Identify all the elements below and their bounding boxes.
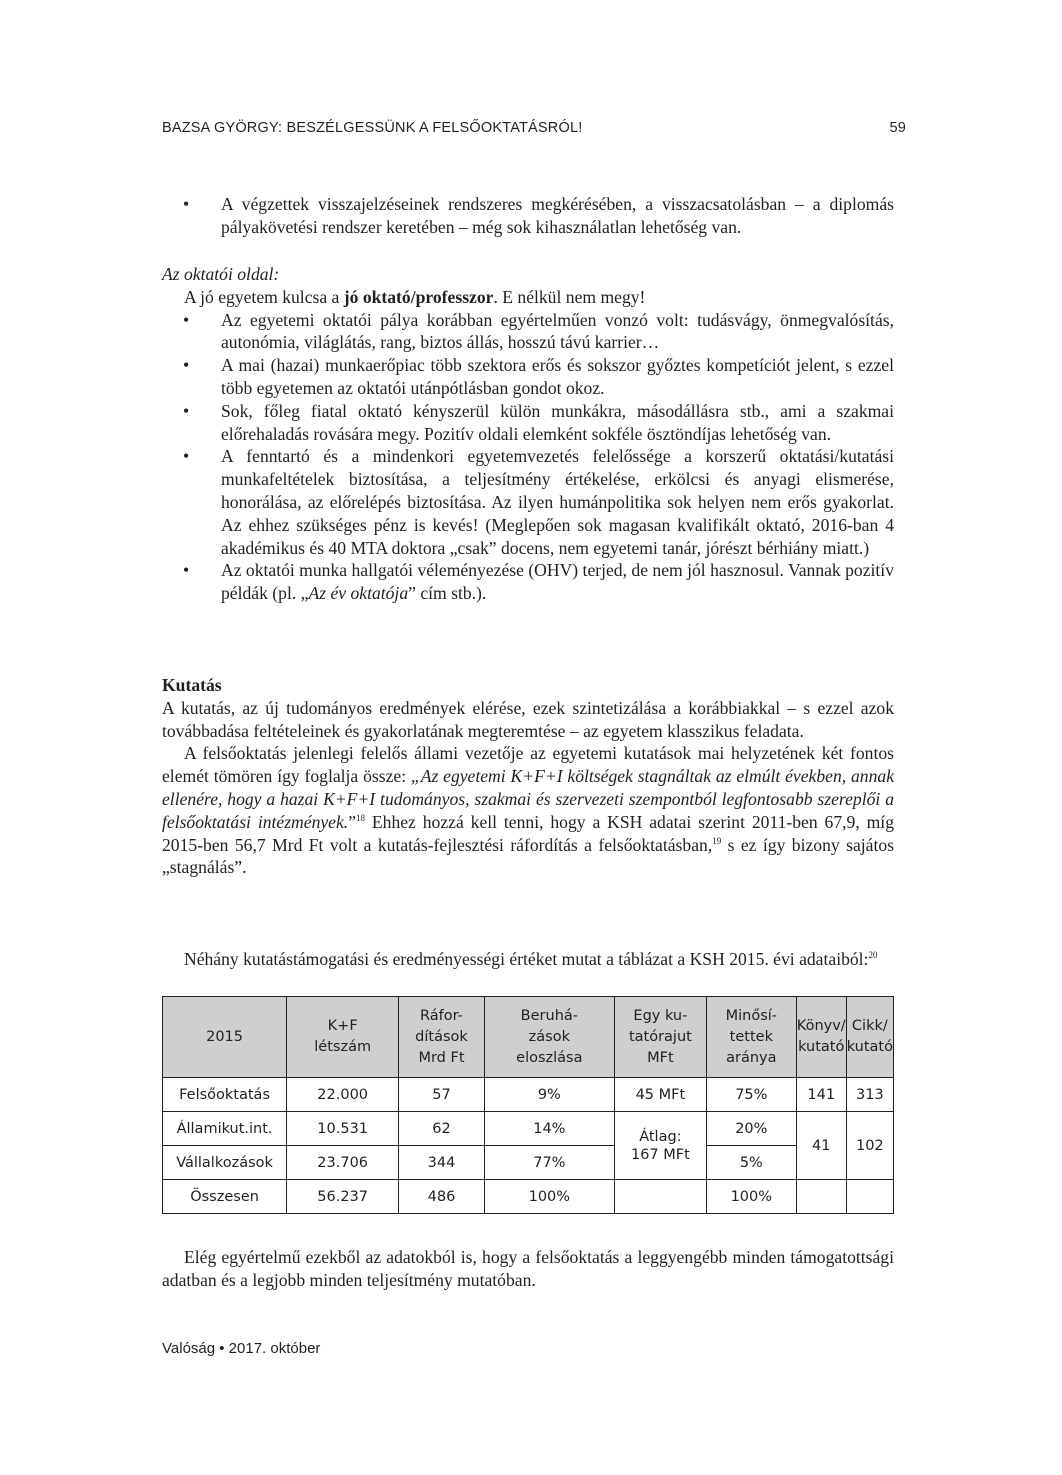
list-item-text-end: ” cím stb.). bbox=[408, 583, 487, 604]
header-line: eloszlása bbox=[516, 1049, 583, 1066]
table-cell: 75% bbox=[706, 1078, 796, 1112]
table-cell: 9% bbox=[484, 1078, 614, 1112]
paragraph-text: Néhány kutatástámogatási és eredményességi értéket mutat a táblázat a KSH 2015. évi adataiból: bbox=[184, 949, 869, 969]
header-cell bbox=[163, 997, 287, 1078]
footnote-ref[interactable]: 18 bbox=[356, 812, 366, 823]
list-item-text: A mai (hazai) munkaerőpiac több szektora erős és sokszor győztes kompetíciót jelent, s ezzel több egyetemen az oktatói utánpótlásban gondot okoz. bbox=[221, 355, 894, 398]
lead-text: A jó egyetem kulcsa a bbox=[184, 286, 344, 307]
header-line: aránya bbox=[726, 1049, 777, 1066]
list-item bbox=[162, 559, 894, 605]
header-line: Cikk/ bbox=[851, 1018, 888, 1034]
header-line: tatórajut bbox=[628, 1028, 692, 1045]
header-line: Ráfor- bbox=[420, 1007, 463, 1024]
bullet-mark: • bbox=[183, 560, 190, 581]
table-cell: 100% bbox=[484, 1180, 614, 1214]
paragraph bbox=[162, 948, 894, 971]
list-item bbox=[162, 445, 894, 559]
table-cell bbox=[614, 1180, 706, 1214]
merged-cikk-cell: 102 bbox=[846, 1112, 893, 1180]
row-label: Felsőoktatás bbox=[163, 1078, 287, 1112]
table-row bbox=[163, 1180, 894, 1214]
average-label: Átlag: bbox=[639, 1128, 682, 1145]
section-heading: Kutatás bbox=[162, 675, 222, 695]
header-line: Egy ku- bbox=[633, 1007, 688, 1024]
lead-paragraph bbox=[162, 286, 894, 309]
merged-konyv-cell: 41 bbox=[796, 1112, 846, 1180]
header-cell bbox=[614, 997, 706, 1078]
list-item bbox=[162, 354, 894, 400]
page-footer: Valóság • 2017. október bbox=[162, 1340, 321, 1357]
table-cell bbox=[846, 1180, 893, 1214]
bullet-mark: • bbox=[183, 400, 190, 421]
table-cell: 23.706 bbox=[287, 1146, 399, 1180]
header-line: tettek bbox=[729, 1028, 773, 1045]
table-cell: 486 bbox=[399, 1180, 485, 1214]
ksh-data-table bbox=[162, 996, 894, 1214]
header-line: MFt bbox=[647, 1049, 674, 1066]
header-line: dítások bbox=[415, 1028, 468, 1045]
list-item-text: A végzettek visszajelzéseinek rendszeres megkérésében, a visszacsatolásban – a diplomás pályakövetési rendszer keretében – még sok kihasználatlan lehetőség van. bbox=[221, 194, 894, 237]
table-cell: 141 bbox=[796, 1078, 846, 1112]
table-row bbox=[163, 1078, 894, 1112]
running-title: BAZSA GYÖRGY: BESZÉLGESSÜNK A FELSŐOKTATÁSRÓL! bbox=[162, 120, 583, 136]
list-item-text: Sok, főleg fiatal oktató kényszerül külön munkákra, másodállásra stb., ami a szakmai előrehaladás rovására megy. Pozitív oldali elemként sokféle ösztöndíjas lehetőség van. bbox=[221, 400, 894, 444]
header-line: létszám bbox=[314, 1039, 372, 1055]
header-cell bbox=[484, 997, 614, 1078]
table-cell: 22.000 bbox=[287, 1078, 399, 1112]
paragraph bbox=[162, 742, 894, 879]
header-line: Minősí- bbox=[725, 1007, 778, 1024]
section-kutatas bbox=[162, 674, 894, 879]
table-cell: 20% bbox=[706, 1112, 796, 1146]
paragraph: A kutatás, az új tudományos eredmények elérése, ezek szintetizálása a korábbiakkal – s ezzel azok továbbadása feltételeinek és gyakorlatának megteremtése – az egyetem klasszikus feladata. bbox=[162, 697, 894, 741]
row-label: Összesen bbox=[163, 1180, 287, 1214]
table-cell: 56.237 bbox=[287, 1180, 399, 1214]
row-label: Vállalkozások bbox=[163, 1146, 287, 1180]
bullet-mark: • bbox=[183, 446, 190, 467]
table-cell: 45 MFt bbox=[614, 1078, 706, 1112]
conclusion-block bbox=[162, 1246, 894, 1292]
table-cell: 313 bbox=[846, 1078, 893, 1112]
header-line: kutató bbox=[846, 1039, 893, 1055]
paragraph-text: s ez így bizony sajátos „stagnálás”. bbox=[162, 834, 894, 878]
list-item bbox=[162, 400, 894, 446]
header-cell bbox=[399, 997, 485, 1078]
table-cell: 57 bbox=[399, 1078, 485, 1112]
table-cell: 100% bbox=[706, 1180, 796, 1214]
paragraph-text: Ehhez hozzá kell tenni, hogy a KSH adatai szerint 2011-ben 67,9, míg 2015-ben 56,7 Mrd Ft volt a kutatás-fejlesztési ráfordítás a felsőoktatásban, bbox=[162, 811, 894, 855]
bullet-mark: • bbox=[183, 309, 190, 330]
header-line: zások bbox=[528, 1028, 570, 1045]
list-item-text: A fenntartó és a mindenkori egyetemvezetés felelőssége a korszerű oktatási/kutatási munkafeltételek biztosítása, a teljesítmény értékelése, erkölcsi és anyagi elismerése, honorálása, az előrelépés biztosítása. Az ilyen humánpolitika sok helyen nem erős gyakorlat. Az ehhez szükséges pénz is kevés! (Meglepően sok magasan kvalifikált oktató, 2016-ban 4 akadémikus és 40 MTA doktora „csak” docens, nem egyetemi tanár, jórészt bérhiány miatt.) bbox=[221, 446, 894, 558]
header-line: Könyv/ bbox=[796, 1018, 846, 1034]
bullet-mark: • bbox=[183, 194, 190, 214]
row-label: Államikut.int. bbox=[163, 1112, 287, 1146]
header-line: Mrd Ft bbox=[418, 1049, 465, 1066]
list-item-text: Az egyetemi oktatói pálya korábban egyértelműen vonzó volt: tudásvágy, önmegvalósítás, autonómia, világlátás, rang, biztos állás, hosszú távú karrier… bbox=[221, 309, 894, 353]
footnote-ref[interactable]: 20 bbox=[868, 950, 878, 960]
merged-average-cell bbox=[614, 1112, 706, 1180]
table-cell: 14% bbox=[484, 1112, 614, 1146]
running-header bbox=[162, 120, 906, 144]
table-cell: 5% bbox=[706, 1146, 796, 1180]
table-row bbox=[163, 1112, 894, 1146]
header-cell bbox=[706, 997, 796, 1078]
header-cell bbox=[846, 997, 893, 1078]
table-cell: 10.531 bbox=[287, 1112, 399, 1146]
list-item bbox=[162, 309, 894, 355]
lead-text-end: . E nélkül nem megy! bbox=[493, 286, 646, 307]
table-cell: 344 bbox=[399, 1146, 485, 1180]
header-line: K+F bbox=[327, 1018, 358, 1034]
page-number: 59 bbox=[889, 120, 906, 136]
paragraph: Elég egyértelmű ezekből az adatokból is, hogy a felsőoktatás a leggyengébb minden támogatottsági adatban és a legjobb minden teljesítmény mutatóban. bbox=[162, 1247, 894, 1290]
top-bullet-block bbox=[162, 193, 894, 239]
header-cell bbox=[796, 997, 846, 1078]
table-intro bbox=[162, 948, 894, 971]
award-title: Az év oktatója bbox=[308, 583, 409, 604]
table-cell: 77% bbox=[484, 1146, 614, 1180]
bullet-mark: • bbox=[183, 355, 190, 376]
section-oktatoi bbox=[162, 263, 894, 605]
table-cell bbox=[796, 1180, 846, 1214]
header-line: Beruhá- bbox=[520, 1007, 578, 1024]
table-cell: 62 bbox=[399, 1112, 485, 1146]
header-cell bbox=[287, 997, 399, 1078]
list-item bbox=[162, 193, 894, 239]
average-value: 167 MFt bbox=[630, 1146, 690, 1163]
closing-quote: ” bbox=[348, 811, 357, 832]
table-row bbox=[163, 1146, 894, 1180]
list-item-text bbox=[221, 560, 894, 603]
section-heading: Az oktatói oldal: bbox=[162, 264, 280, 284]
list-item-text-start: Az oktatói munka hallgatói véleményezése (OHV) terjed, de nem jól hasznosul. Vannak pozitív példák (pl. „ bbox=[221, 560, 894, 604]
lead-bold: jó oktató/professzor bbox=[343, 286, 494, 307]
header-line: kutató bbox=[798, 1039, 845, 1055]
table-header-row bbox=[163, 997, 894, 1078]
footnote-ref[interactable]: 19 bbox=[712, 835, 722, 846]
quotation-text: „Az egyetemi K+F+I költségek stagnáltak az elmúlt években, annak ellenére, hogy a hazai K+F+I tudományos, szakmai és szervezeti szempontból legfontosabb szereplői a felsőoktatási intézmények. bbox=[162, 766, 894, 832]
header-line: 2015 bbox=[206, 1028, 244, 1045]
paragraph-text: A felsőoktatás jelenlegi felelős állami vezetője az egyetemi kutatások mai helyzetének két fontos elemét tömören így foglalja össze: bbox=[162, 743, 894, 787]
